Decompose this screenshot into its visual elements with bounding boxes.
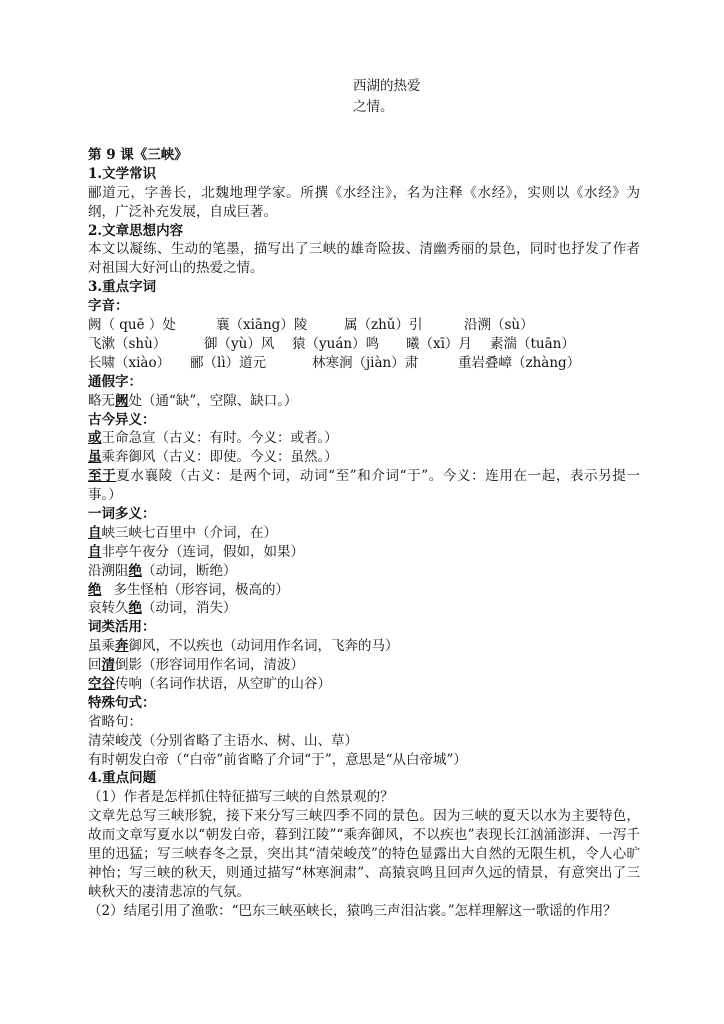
question-2: （2）结尾引用了渔歌：“巴东三峡巫峡长，猿鸣三声泪沾裳。”怎样理解这一歌谣的作用？ (88, 902, 617, 919)
pron-item: 猿（yuán）鸣 (292, 335, 380, 352)
gujin-post: 夏水襄陵（古义：是两个词，动词“至”和介词“于”。今义：连用在一起，表示另提一事。） (88, 468, 641, 504)
duoyi-label: 一词多义： (88, 506, 156, 523)
pronunciation-row-2 (88, 335, 640, 354)
huoyong-item (88, 656, 640, 675)
tongjia-label: 通假字： (88, 373, 142, 390)
question-1: （1）作者是怎样抓住特征描写三峡的自然景观的？ (88, 789, 394, 806)
duoyi-post: 非亭午夜分（连词，假如，如果） (101, 543, 304, 560)
shenglue-label: 省略句： (88, 713, 142, 730)
duoyi-pre: 哀转久 (88, 600, 129, 617)
huoyong-item (88, 637, 640, 656)
huoyong-post: 倒影（形容词用作名词，清波） (115, 657, 304, 674)
pron-item: 重岩叠嶂（zhàng） (458, 354, 581, 371)
section-1-heading: 1.文学常识 (88, 165, 157, 182)
gujin-key: 虽 (88, 449, 102, 466)
gujin-key: 至于 (88, 468, 117, 485)
duoyi-item (88, 581, 640, 600)
duoyi-key: 绝 (88, 581, 102, 598)
pron-item: 沿溯（sù） (464, 317, 534, 334)
duoyi-key: 绝 (128, 562, 142, 579)
section-2-heading: 2.文章思想内容 (88, 222, 184, 239)
section-1-text: 郦道元，字善长，北魏地理学家。所撰《水经注》，名为注释《水经》，实则以《水经》为纲，广泛补充发展，自成巨著。 (88, 184, 640, 220)
huoyong-key: 空谷 (88, 676, 115, 693)
huoyong-key: 清 (101, 657, 115, 674)
huoyong-post: 御风，不以疾也（动词用作名词，飞奔的马） (128, 638, 399, 655)
huoyong-label: 词类活用： (88, 619, 156, 636)
fragment-line-1: 西湖的热爱 (353, 78, 421, 94)
huoyong-pre: 回 (88, 657, 102, 674)
section-2-text: 本文以凝练、生动的笔墨，描写出了三峡的雄奇险拔、清幽秀丽的景色，同时也抒发了作者对祖国大好河山的热爱之情。 (88, 241, 640, 277)
tongjia-post: 处（通“缺”，空隙、缺口。） (128, 392, 298, 409)
gujin-item (88, 429, 640, 448)
answer-1: 文章先总写三峡形貌，接下来分写三峡四季不同的景色。因为三峡的夏天以水为主要特色，故而文章写夏水以“朝发白帝，暮到江陵”“乘奔御风，不以疾也”表现长江汹涌澎湃、一泻千里的迅猛；写三峡春冬之景，突出其“清荣峻茂”的特色显露出大自然的无限生机，令人心旷神怡；写三峡的秋天，则通过描写“林寒涧肃”、高猿哀鸣且回声久远的情景，有意突出了三峡秋天的凄清悲凉的气氛。 (88, 808, 640, 900)
huoyong-pre: 虽乘 (88, 638, 115, 655)
pron-item: 林寒涧（jiàn）肃 (312, 354, 419, 371)
duoyi-post: 多生怪柏（形容词，极高的） (113, 581, 289, 598)
duoyi-post: （动词，消失） (142, 600, 237, 617)
pron-item: 曦（xī）月 (406, 335, 472, 352)
huoyong-key: 奔 (115, 638, 129, 655)
duoyi-item (88, 524, 640, 543)
gujin-key: 或 (88, 430, 102, 447)
document-body (88, 146, 640, 921)
huoyong-item (88, 675, 640, 694)
pron-item: 御（yù）风 (204, 335, 275, 352)
duoyi-item (88, 543, 640, 562)
duoyi-key: 自 (88, 524, 102, 541)
duoyi-post: 峡三峡七百里中（介词，在） (101, 524, 277, 541)
teshu-label: 特殊句式： (88, 694, 156, 711)
section-3-heading: 3.重点字词 (88, 279, 157, 296)
pron-item: 素湍（tuān） (490, 335, 575, 352)
duoyi-key: 绝 (128, 600, 142, 617)
gujin-label: 古今异义： (88, 411, 156, 428)
ziyin-label: 字音： (88, 298, 129, 315)
pron-item: 郦（lì）道元 (190, 354, 267, 371)
duoyi-item (88, 562, 640, 581)
pron-item: 长啸（xiào） (88, 354, 171, 371)
pron-item: 阙（ quē ）处 (88, 317, 176, 334)
lesson-title: 第 9 课《三峡》 (88, 147, 188, 163)
tongjia-item (88, 392, 640, 411)
previous-page-fragment (353, 76, 421, 118)
tongjia-pre: 略无 (88, 392, 115, 409)
gujin-item (88, 448, 640, 467)
gujin-post: 王命急宣（古义：有时。今义：或者。） (101, 430, 338, 447)
pron-item: 襄（xiāng）陵 (216, 317, 308, 334)
pronunciation-row-1 (88, 316, 640, 335)
pron-item: 飞漱（shù） (88, 335, 167, 352)
duoyi-pre: 沿溯阻 (88, 562, 129, 579)
duoyi-item (88, 599, 640, 618)
duoyi-key: 自 (88, 543, 102, 560)
gujin-item (88, 467, 640, 505)
shenglue-item: 有时朝发白帝（“白帝”前省略了介词“于”，意思是“从白帝城”） (88, 751, 467, 768)
duoyi-post: （动词，断绝） (142, 562, 237, 579)
pronunciation-row-3 (88, 354, 640, 373)
section-4-heading: 4.重点问题 (88, 770, 157, 787)
pron-item: 属（zhǔ）引 (344, 317, 423, 334)
fragment-line-2: 之情。 (353, 99, 394, 115)
shenglue-item: 清荣峻茂（分别省略了主语水、树、山、草） (88, 732, 358, 749)
huoyong-post: 传响（名词作状语，从空旷的山谷） (115, 676, 331, 693)
gujin-post: 乘奔御风（古义：即使。今义：虽然。） (101, 449, 338, 466)
tongjia-key: 阙 (115, 392, 129, 409)
